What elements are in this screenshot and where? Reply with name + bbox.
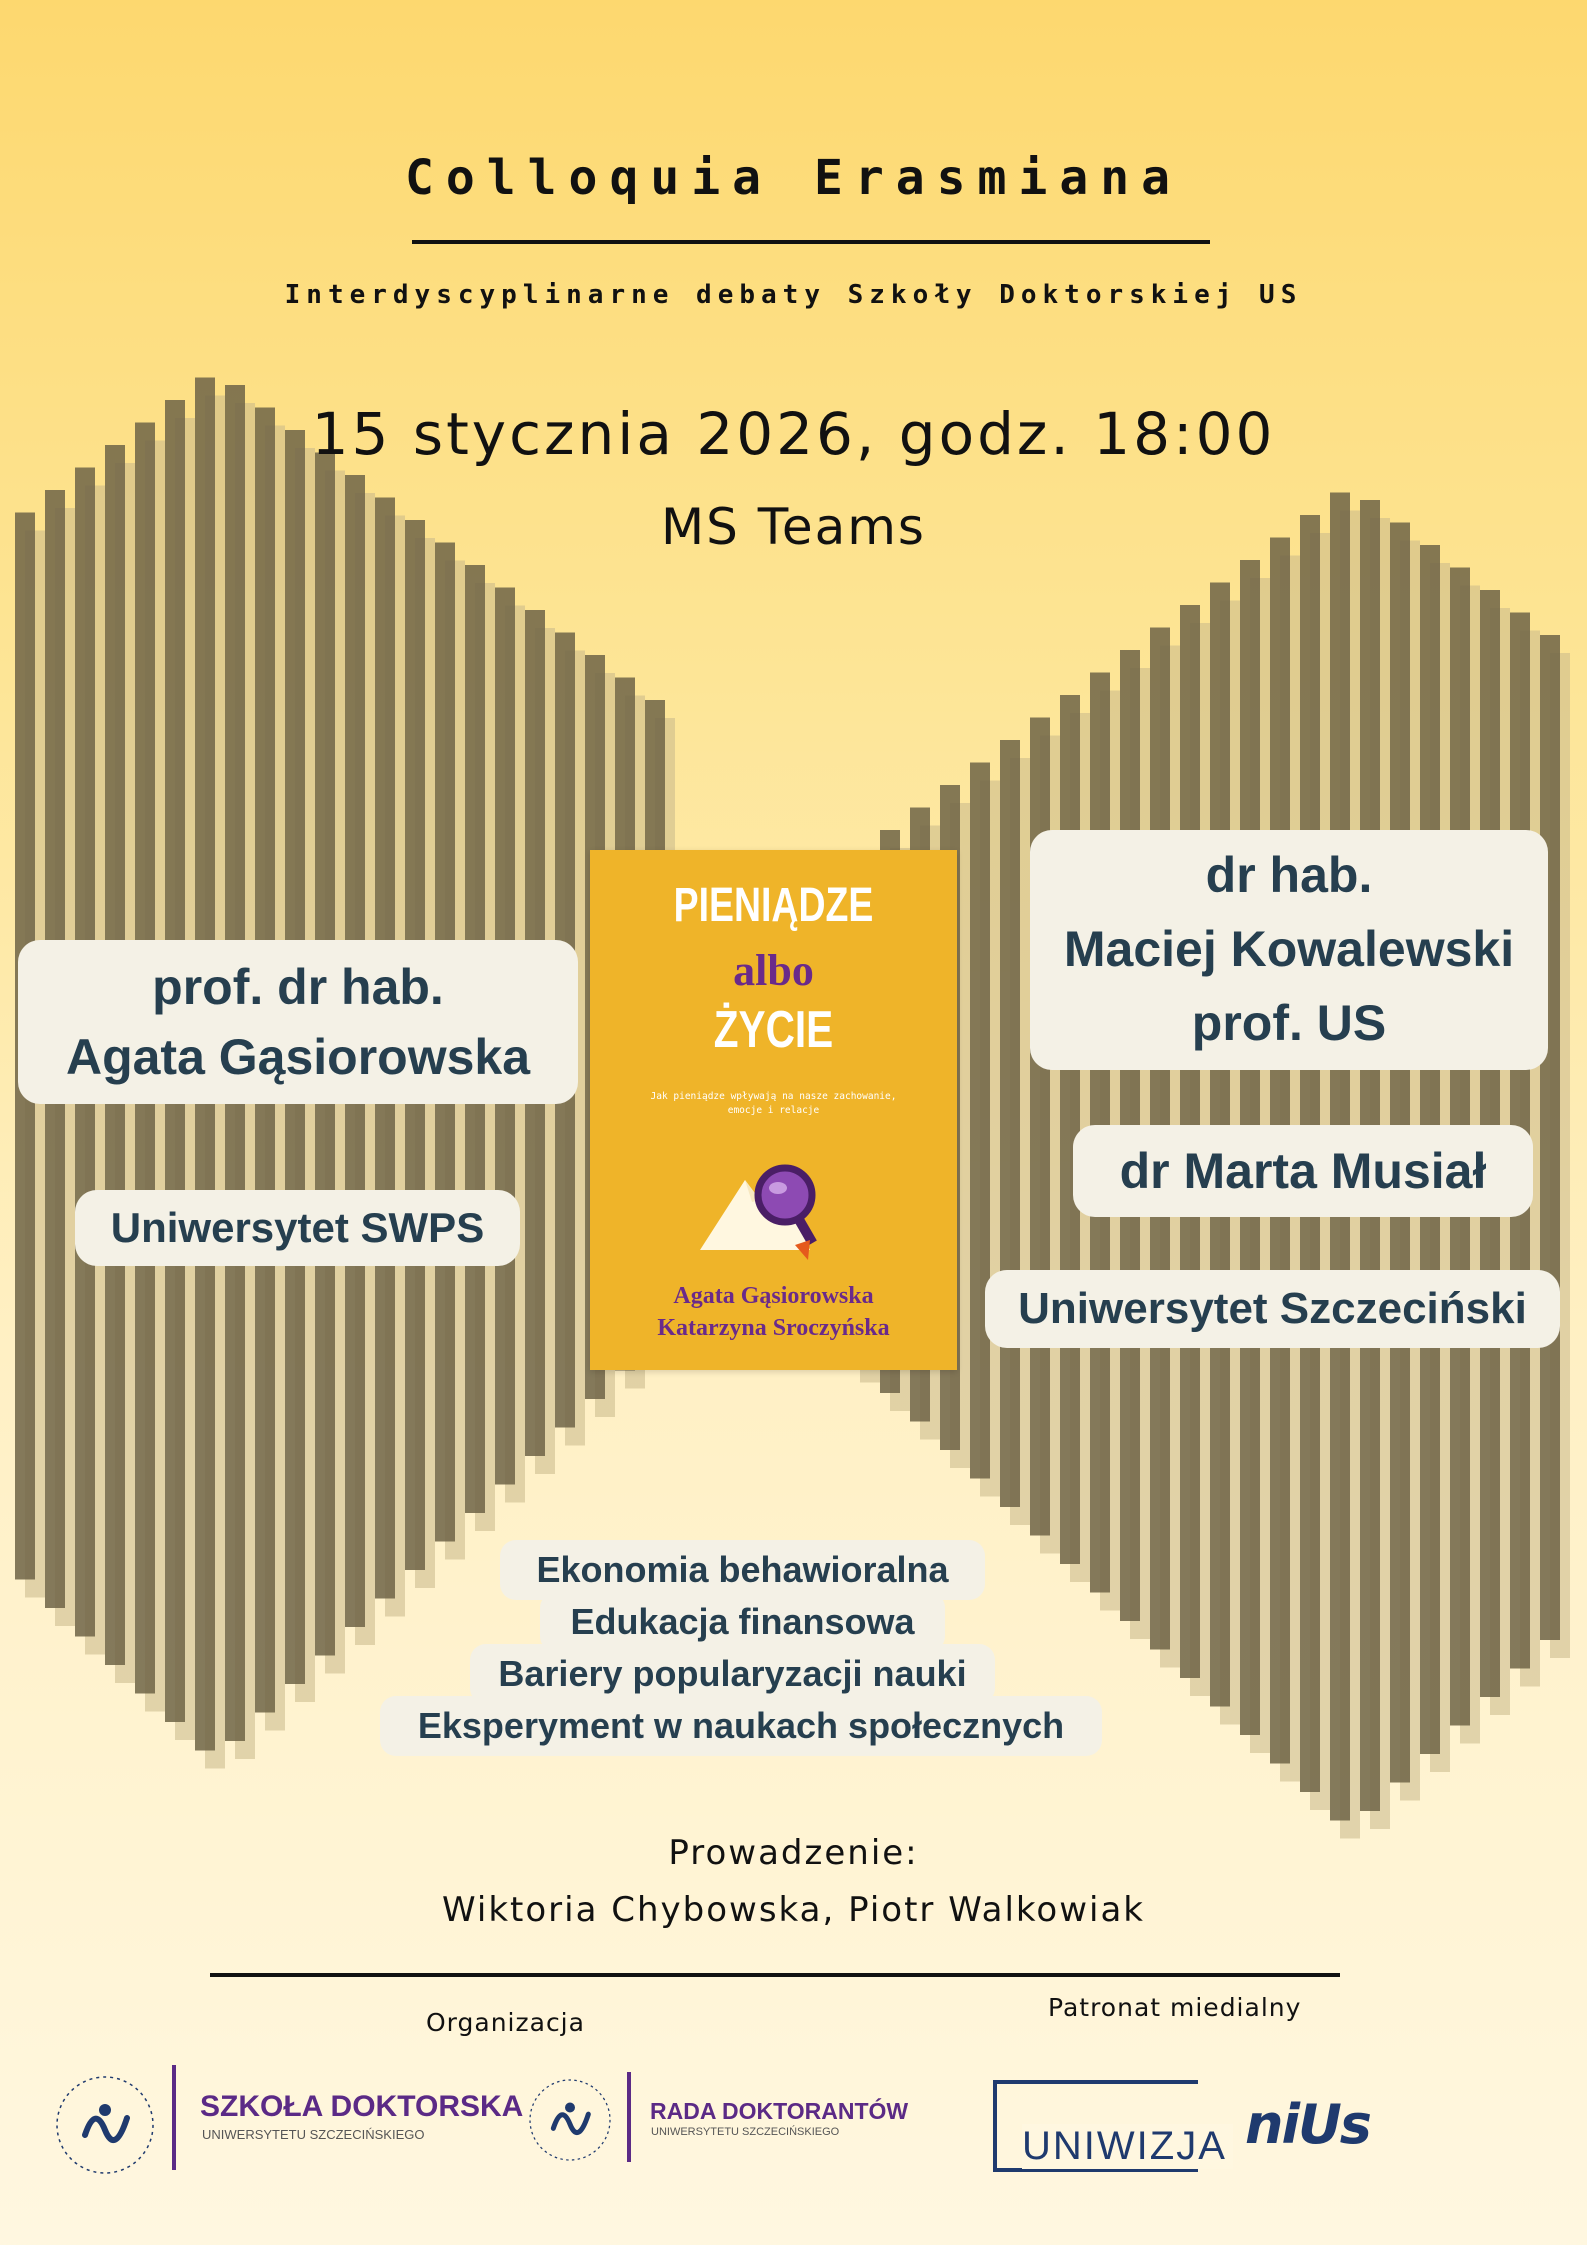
- speaker-right-name: Maciej Kowalewski: [1063, 921, 1515, 977]
- university-seal-icon: [45, 2065, 165, 2185]
- szkola-logo-line2: UNIWERSYTETU SZCZECIŃSKIEGO: [202, 2127, 425, 2142]
- topic-1: [500, 1540, 985, 1600]
- book-cover: [590, 850, 957, 1370]
- book-title-line2: albo: [733, 946, 814, 995]
- niu-logo-text: niUs: [1245, 2093, 1370, 2156]
- speaker-right-suffix: prof. US: [1191, 995, 1387, 1051]
- speaker-right-card: [1030, 830, 1548, 1070]
- topic-3: [470, 1644, 995, 1704]
- book-tagline: Jak pieniądze wpływają na nasze zachowanie, emocje i relacje: [650, 1091, 897, 1116]
- series-subtitle: Interdyscyplinarne debaty Szkoły Doktorskiej US: [284, 280, 1303, 310]
- magnifier-mountain-icon: [700, 1140, 850, 1270]
- niu-logo: [1245, 2085, 1395, 2165]
- book-title-line3: ŻYCIE: [713, 1001, 834, 1059]
- uniwizja-logo: [993, 2080, 1227, 2172]
- topic-4-text: Eksperyment w naukach społecznych: [417, 1705, 1065, 1746]
- patronage-label: Patronat miedialny: [1048, 1993, 1302, 2022]
- event-place: MS Teams: [661, 498, 926, 556]
- topic-3-text: Bariery popularyzacji nauki: [498, 1653, 967, 1694]
- speaker-left-card: [18, 940, 578, 1104]
- speaker-left-affiliation-text: Uniwersytet SWPS: [110, 1204, 485, 1251]
- speaker-left-affiliation: [75, 1190, 520, 1266]
- title-divider: [412, 240, 1210, 244]
- speaker-right-affiliation: [985, 1270, 1560, 1348]
- footer-divider: [210, 1973, 1340, 1977]
- rada-logo-line2: UNIWERSYTETU SZCZECIŃSKIEGO: [651, 2126, 840, 2138]
- szkola-logo-bar: [172, 2065, 176, 2170]
- rada-logo-line1: RADA DOKTORANTÓW: [650, 2098, 909, 2124]
- moderation-label: Prowadzenie:: [668, 1833, 919, 1873]
- event-date: 15 stycznia 2026, godz. 18:00: [311, 400, 1276, 468]
- topic-2: [540, 1592, 945, 1652]
- series-title: Colloquia Erasmiana: [404, 150, 1183, 206]
- speaker-right-affiliation-text: Uniwersytet Szczeciński: [1018, 1284, 1527, 1333]
- second-speaker-card: [1073, 1125, 1533, 1217]
- topic-2-text: Edukacja finansowa: [570, 1601, 915, 1642]
- szkola-logo-line1: SZKOŁA DOKTORSKA: [200, 2090, 524, 2123]
- book-title-line1: PIENIĄDZE: [673, 879, 874, 932]
- book-author-1: Agata Gąsiorowska: [673, 1283, 874, 1309]
- speaker-left-name: Agata Gąsiorowska: [65, 1029, 531, 1085]
- rada-logo-bar: [627, 2072, 631, 2162]
- moderators: Wiktoria Chybowska, Piotr Walkowiak: [442, 1890, 1145, 1930]
- topic-4: [380, 1696, 1102, 1756]
- speaker-left-title: prof. dr hab.: [152, 959, 444, 1015]
- topic-1-text: Ekonomia behawioralna: [536, 1549, 949, 1590]
- right-bar-11: [1000, 740, 1030, 1525]
- book-authors: [590, 1280, 957, 1344]
- right-bar-10: [970, 763, 1000, 1497]
- book-author-2: Katarzyna Sroczyńska: [657, 1315, 890, 1341]
- uniwizja-logo-text: UNIWIZJA: [1022, 2124, 1233, 2169]
- second-speaker-name: dr Marta Musiał: [1119, 1143, 1487, 1199]
- university-seal-small-icon: [520, 2070, 620, 2170]
- organization-label: Organizacja: [426, 2008, 585, 2037]
- speaker-right-title: dr hab.: [1205, 847, 1373, 903]
- right-bar-29: [1540, 635, 1570, 1658]
